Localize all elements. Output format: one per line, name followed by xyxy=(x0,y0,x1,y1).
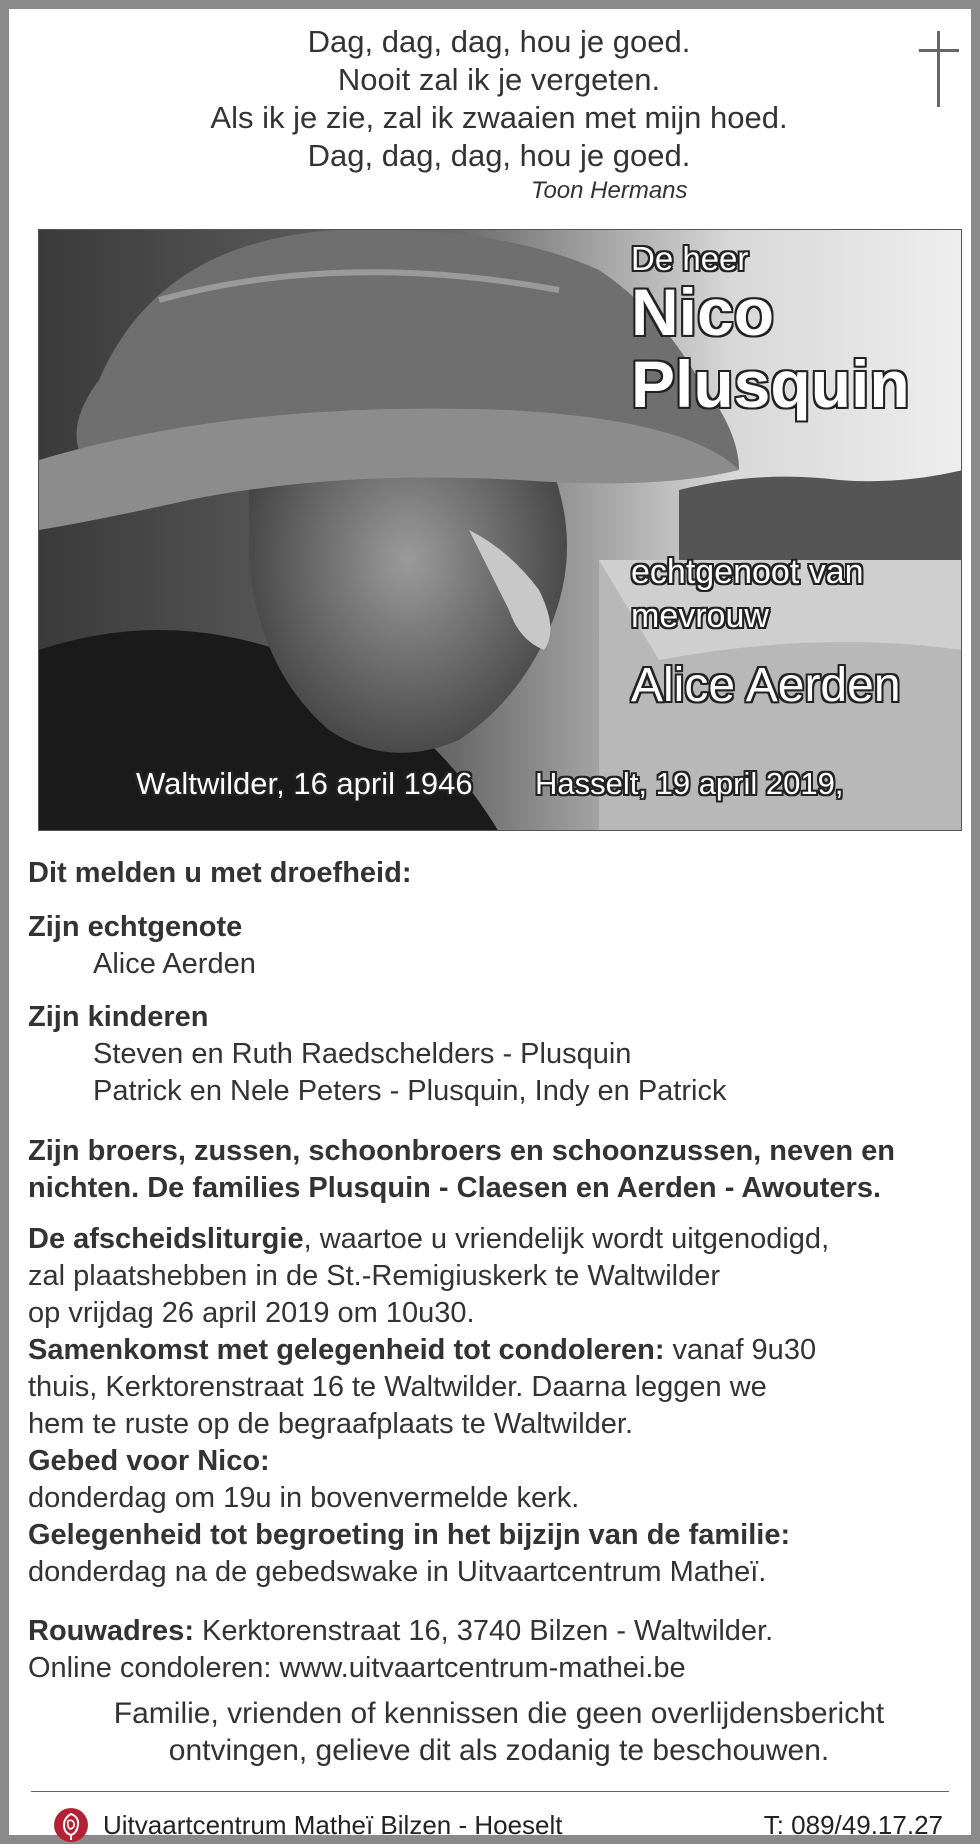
prayer-text: donderdag om 19u in bovenvermelde kerk. xyxy=(28,1482,580,1514)
liturgy-heading: De afscheidsliturgie xyxy=(28,1223,304,1255)
death-date: Hasselt, 19 april 2019, xyxy=(535,766,844,801)
greeting-text: donderdag na de gebedswake in Uitvaartcentrum Matheï. xyxy=(28,1556,767,1588)
liturgy-line xyxy=(28,1221,968,1258)
notice-line: ontvingen, gelieve dit als zodanig te beschouwen. xyxy=(168,1734,830,1767)
condolence-line xyxy=(28,1332,968,1369)
liturgy-text: , waartoe u vriendelijk wordt uitgenodigd, xyxy=(303,1223,830,1255)
relatives-line: Zijn broers, zussen, schoonbroers en schoonzussen, neven en xyxy=(28,1135,895,1167)
poem-line: Als ik je zie, zal ik zwaaien met mijn hoed. xyxy=(210,100,788,135)
poem-line: Nooit zal ik je vergeten. xyxy=(337,62,661,97)
spouse-section xyxy=(28,909,968,983)
poem-line: Dag, dag, dag, hou je goed. xyxy=(307,24,691,59)
liturgy-line: op vrijdag 26 april 2019 om 10u30. xyxy=(28,1297,475,1329)
child-entry: Patrick en Nele Peters - Plusquin, Indy en Patrick xyxy=(93,1075,727,1107)
greeting-heading: Gelegenheid tot begroeting in het bijzijn van de familie: xyxy=(28,1519,791,1551)
relatives-line: nichten. De families Plusquin - Claesen en Aerden - Awouters. xyxy=(28,1172,882,1204)
company-phone: T: 089/49.17.27 xyxy=(763,1810,943,1840)
children-heading: Zijn kinderen xyxy=(28,1001,209,1033)
footer xyxy=(53,1805,953,1845)
notice xyxy=(9,1695,980,1769)
deceased-first-name: Nico xyxy=(631,275,775,349)
condolence-line: hem te ruste op de begraafplaats te Waltwilder. xyxy=(28,1408,634,1440)
portrait-photo xyxy=(38,229,962,831)
poem-line: Dag, dag, dag, hou je goed. xyxy=(307,138,691,173)
poem-author: Toon Hermans xyxy=(531,177,688,204)
address-section xyxy=(28,1613,968,1687)
spouse-entry: Alice Aerden xyxy=(93,948,256,980)
birth-date: Waltwilder, 16 april 1946 xyxy=(136,766,473,801)
intro-text xyxy=(28,855,968,892)
condolence-line: thuis, Kerktorenstraat 16 te Waltwilder. Daarna leggen we xyxy=(28,1371,767,1403)
liturgy-line: zal plaatshebben in de St.-Remigiuskerk te Waltwilder xyxy=(28,1260,721,1292)
footer-divider xyxy=(31,1791,949,1792)
poem xyxy=(9,23,980,206)
service-section xyxy=(28,1221,968,1591)
condolence-heading: Samenkomst met gelegenheid tot condoleren: xyxy=(28,1334,665,1366)
spouse-heading: Zijn echtgenote xyxy=(28,911,243,943)
intro: Dit melden u met droefheid: xyxy=(28,857,412,889)
rose-logo-icon xyxy=(53,1807,89,1843)
children-section xyxy=(28,999,968,1110)
notice-line: Familie, vrienden of kennissen die geen overlijdensbericht xyxy=(113,1697,885,1730)
address-value: Kerktorenstraat 16, 3740 Bilzen - Waltwilder. xyxy=(193,1615,774,1647)
deceased-last-name: Plusquin xyxy=(631,347,910,421)
prayer-heading: Gebed voor Nico: xyxy=(28,1445,270,1477)
cross-icon xyxy=(915,29,963,109)
relatives-section xyxy=(28,1133,968,1207)
deceased-title: De heer xyxy=(631,240,749,277)
company-name: Uitvaartcentrum Matheï Bilzen - Hoeselt xyxy=(103,1810,563,1840)
spouse-label: echtgenoot van xyxy=(631,553,864,591)
online-condolence: Online condoleren: www.uitvaartcentrum-mathei.be xyxy=(28,1652,686,1684)
portrait-image xyxy=(39,230,962,831)
address-label: Rouwadres: xyxy=(28,1615,194,1647)
condolence-text: vanaf 9u30 xyxy=(664,1334,817,1366)
spouse-label-2: mevrouw xyxy=(631,597,769,635)
spouse-name: Alice Aerden xyxy=(631,659,901,712)
address-line xyxy=(28,1613,968,1650)
child-entry: Steven en Ruth Raedschelders - Plusquin xyxy=(93,1038,632,1070)
